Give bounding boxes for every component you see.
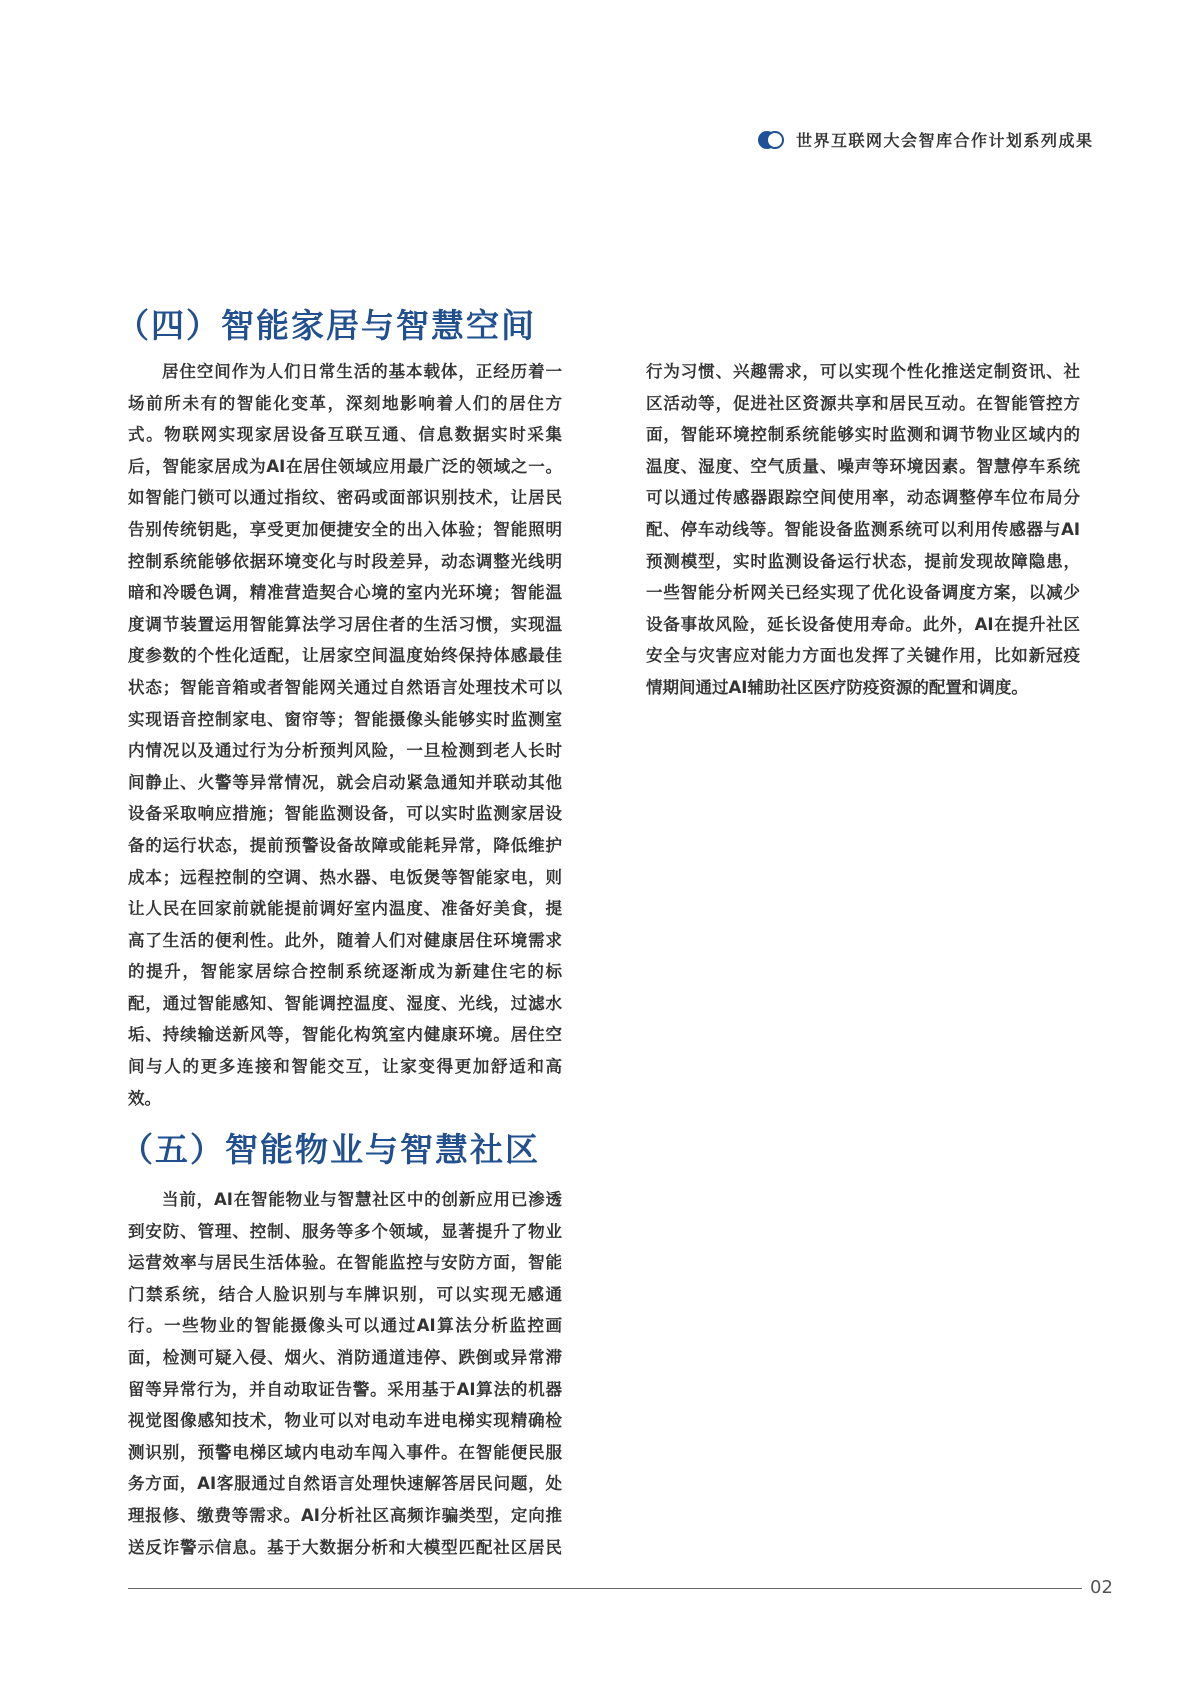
- paragraph-line: 行。一些物业的智能摄像头可以通过AI算法分析监控画: [128, 1316, 562, 1336]
- paragraph-line: 当前，AI在智能物业与智慧社区中的创新应用已渗透: [162, 1190, 562, 1209]
- section-4-body: [128, 356, 562, 1114]
- section-4-heading: （四）智能家居与智慧空间: [116, 306, 536, 345]
- paragraph-line: 安全与灾害应对能力方面也发挥了关键作用，比如新冠疫: [646, 646, 1080, 666]
- paragraph-line: 理报修、缴费等需求。AI分析社区高频诈骗类型，定向推: [128, 1505, 562, 1525]
- paragraph-line: 行为习惯、兴趣需求，可以实现个性化推送定制资讯、社: [646, 362, 1080, 381]
- paragraph-line: 的提升，智能家居综合控制系统逐渐成为新建住宅的标: [128, 962, 562, 982]
- paragraph-line: 备的运行状态，提前预警设备故障或能耗异常，降低维护: [128, 835, 562, 855]
- paragraph-line: 门禁系统，结合人脸识别与车牌识别，可以实现无感通: [128, 1284, 562, 1304]
- paragraph-line: 让人民在回家前就能提前调好室内温度、准备好美食，提: [128, 899, 562, 919]
- paragraph-line: 运营效率与居民生活体验。在智能监控与安防方面，智能: [128, 1253, 562, 1273]
- paragraph-line: 状态；智能音箱或者智能网关通过自然语言处理技术可以: [128, 677, 562, 697]
- paragraph-line: 面，智能环境控制系统能够实时监测和调节物业区域内的: [646, 425, 1080, 445]
- paragraph-line: 后，智能家居成为AI在居住领域应用最广泛的领域之一。: [128, 456, 562, 476]
- paragraph-line: 设备事故风险，延长设备使用寿命。此外，AI在提升社区: [646, 614, 1080, 634]
- section-5-body-right: [646, 356, 1080, 704]
- paragraph-line: 留等异常行为，并自动取证告警。采用基于AI算法的机器: [128, 1379, 562, 1399]
- paragraph-line: 设备采取响应措施；智能监测设备，可以实时监测家居设: [128, 804, 562, 824]
- paragraph-line: 控制系统能够依据环境变化与时段差异，动态调整光线明: [128, 551, 562, 571]
- series-header: [758, 128, 1094, 151]
- paragraph-line: 内情况以及通过行为分析预判风险，一旦检测到老人长时: [128, 741, 562, 761]
- paragraph-line: 居住空间作为人们日常生活的基本载体，正经历着一: [162, 362, 562, 381]
- paragraph-line: 告别传统钥匙，享受更加便捷安全的出入体验；智能照明: [128, 519, 562, 539]
- paragraph-line: 暗和冷暖色调，精准营造契合心境的室内光环境；智能温: [128, 583, 562, 603]
- paragraph-line: 预测模型，实时监测设备运行状态，提前发现故障隐患，: [646, 551, 1080, 571]
- paragraph-line: 实现语音控制家电、窗帘等；智能摄像头能够实时监测室: [128, 709, 562, 729]
- paragraph-line: 送反诈警示信息。基于大数据分析和大模型匹配社区居民: [128, 1537, 562, 1557]
- paragraph-line: 视觉图像感知技术，物业可以对电动车进电梯实现精确检: [128, 1411, 562, 1431]
- paragraph-line: 度参数的个性化适配，让居家空间温度始终保持体感最佳: [128, 646, 562, 666]
- paragraph-line: 效。: [128, 1088, 161, 1108]
- series-title: 世界互联网大会智库合作计划系列成果: [796, 131, 1094, 150]
- paragraph-line: 成本；远程控制的空调、热水器、电饭煲等智能家电，则: [128, 867, 562, 887]
- paragraph-line: 式。物联网实现家居设备互联互通、信息数据实时采集: [128, 425, 562, 445]
- section-5-body-left: [128, 1184, 562, 1563]
- paragraph-line: 配、停车动线等。智能设备监测系统可以利用传感器与AI: [646, 519, 1080, 539]
- page-number: 02: [1090, 1577, 1113, 1598]
- paragraph-line: 高了生活的便利性。此外，随着人们对健康居住环境需求: [128, 930, 562, 950]
- paragraph-line: 垢、持续输送新风等，智能化构筑室内健康环境。居住空: [128, 1025, 562, 1045]
- paragraph-line: 情期间通过AI辅助社区医疗防疫资源的配置和调度。: [646, 677, 1028, 697]
- paragraph-line: 配，通过智能感知、智能调控温度、湿度、光线，过滤水: [128, 993, 562, 1013]
- paragraph-line: 务方面，AI客服通过自然语言处理快速解答居民问题，处: [128, 1474, 562, 1494]
- paragraph-line: 如智能门锁可以通过指纹、密码或面部识别技术，让居民: [128, 488, 562, 508]
- paragraph-line: 温度、湿度、空气质量、噪声等环境因素。智慧停车系统: [646, 456, 1080, 476]
- paragraph-line: 度调节装置运用智能算法学习居住者的生活习惯，实现温: [128, 614, 562, 634]
- toggle-circle-icon: [758, 131, 784, 149]
- paragraph-line: 测识别，预警电梯区域内电动车闯入事件。在智能便民服: [128, 1442, 562, 1462]
- paragraph-line: 一些智能分析网关已经实现了优化设备调度方案，以减少: [646, 583, 1080, 603]
- paragraph-line: 场前所未有的智能化变革，深刻地影响着人们的居住方: [128, 393, 562, 413]
- paragraph-line: 面，检测可疑入侵、烟火、消防通道违停、跌倒或异常滞: [128, 1347, 562, 1367]
- paragraph-line: 间静止、火警等异常情况，就会启动紧急通知并联动其他: [128, 772, 562, 792]
- paragraph-line: 到安防、管理、控制、服务等多个领域，显著提升了物业: [128, 1221, 562, 1241]
- paragraph-line: 区活动等，促进社区资源共享和居民互动。在智能管控方: [646, 393, 1080, 413]
- section-5-heading: （五）智能物业与智慧社区: [120, 1130, 540, 1169]
- paragraph-line: 间与人的更多连接和智能交互，让家变得更加舒适和高: [128, 1057, 562, 1077]
- footer-rule: [128, 1588, 1082, 1589]
- paragraph-line: 可以通过传感器跟踪空间使用率，动态调整停车位布局分: [646, 488, 1080, 508]
